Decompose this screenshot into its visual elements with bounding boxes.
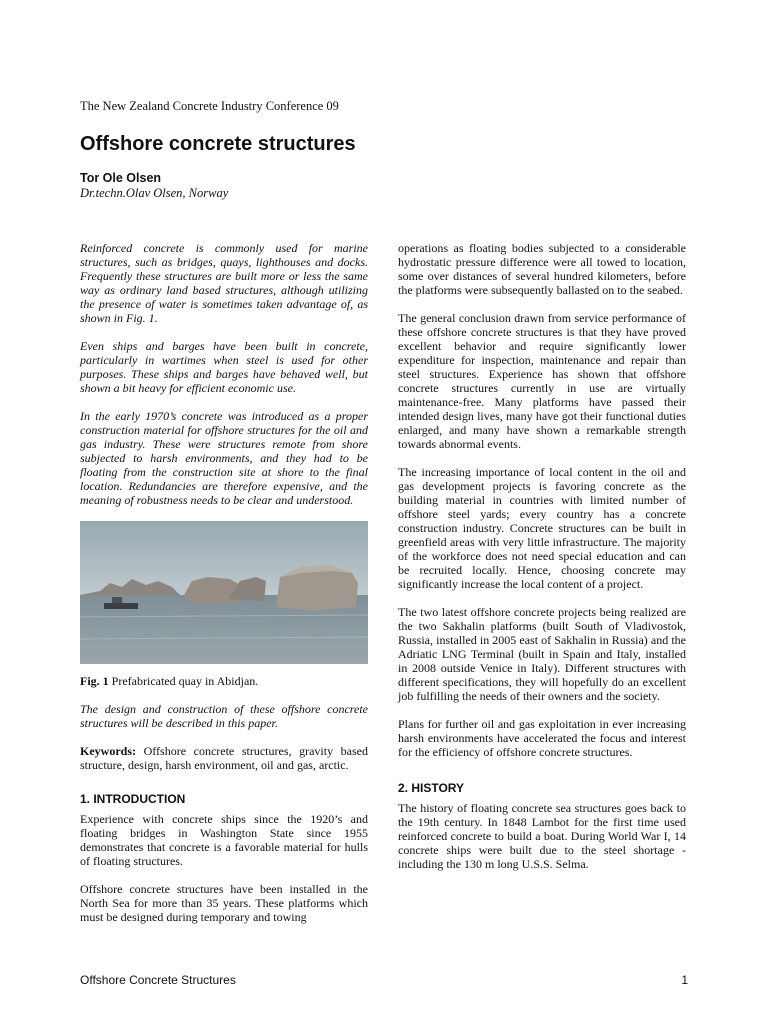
body-paragraph: The two latest offshore concrete projects being realized are the two Sakhalin platforms (built South of Vladivostok, Russia, installed in 2005 east of Sakhalin in Russia) and the Adriatic LNG Terminal (built in Spain and Italy, installed in 2008 outside Venice in Italy). Different structures with different specifications, they will hopefully do an excellent job fulfilling the needs of their owners and the society. (398, 605, 686, 703)
figure-caption-text: Prefabricated quay in Abidjan. (108, 674, 259, 688)
introduction-paragraph: Experience with concrete ships since the 1920’s and floating bridges in Washington State since 1955 demonstrates that concrete is a favorable material for hulls of floating structures. (80, 812, 368, 868)
body-paragraph: The general conclusion drawn from service performance of these offshore concrete structures is that they have proved excellent behavior and require significantly lower expenditure for inspection, maintenance and repair than steel structures. Experience has shown that offshore concrete structures currently in use are virtually maintenance-free. Many platforms have passed their intended design lives, many have got their functional duties enlarged, and many have shown a remarkable strength towards abnormal events. (398, 311, 686, 451)
author-name: Tor Ole Olsen (80, 171, 162, 185)
abstract-paragraph: In the early 1970’s concrete was introduced as a proper construction material for offshore structures for the oil and gas industry. These were structures remote from shore subjected to harsh environments, and they had to be floating from the construction site at shore to the final location. Redundancies are therefore expensive, and the meaning of robustness needs to be clear and understood. (80, 409, 368, 507)
left-column (80, 241, 368, 938)
right-column (398, 241, 686, 885)
figure-1-photo (80, 521, 368, 664)
body-paragraph: operations as floating bodies subjected to a considerable hydrostatic pressure difference were all towed to location, some over distances of several hundred kilometers, before the platforms were subsequently ballasted on to the seabed. (398, 241, 686, 297)
history-heading: 2. HISTORY (398, 781, 465, 795)
author-affiliation: Dr.techn.Olav Olsen, Norway (80, 186, 229, 200)
abstract-paragraph: Reinforced concrete is commonly used for marine structures, such as bridges, quays, lighthouses and docks. Frequently these structures are built more or less the same way as ordinary land based structures, although utilizing the presence of water is sometimes taken advantage of, as shown in Fig. 1. (80, 241, 368, 325)
history-paragraph: The history of floating concrete sea structures goes back to the 19th century. In 1848 Lambot for the first time used reinforced concrete to build a boat. During World War I, 14 concrete ships were built due to the steel shortage - including the 130 m long U.S.S. Selma. (398, 801, 686, 871)
body-paragraph: The increasing importance of local content in the oil and gas development projects is favoring concrete as the building material in countries with limited number of offshore steel yards; every country has a concrete construction industry. Concrete structures can be built in greenfield areas with very little infrastructure. The majority of the workforce does not need special education and can be recruited locally. Hence, choosing concrete may significantly increase the local content of a project. (398, 465, 686, 591)
page-number: 1 (681, 973, 688, 987)
keywords-label: Keywords: (80, 744, 136, 758)
design-note: The design and construction of these offshore concrete structures will be described in this paper. (80, 702, 368, 730)
keywords-text: Offshore concrete structures, gravity based structure, design, harsh environment, oil and gas, arctic. (80, 744, 368, 772)
introduction-paragraph: Offshore concrete structures have been installed in the North Sea for more than 35 years. These platforms which must be designed during temporary and towing (80, 882, 368, 924)
introduction-heading: 1. INTRODUCTION (80, 792, 186, 806)
paper-title: Offshore concrete structures (80, 133, 356, 155)
figure-label: Fig. 1 (80, 674, 109, 688)
figure-1-caption (80, 674, 368, 688)
conference-name: The New Zealand Concrete Industry Conference 09 (80, 99, 339, 113)
body-paragraph: Plans for further oil and gas exploitation in ever increasing harsh environments have accelerated the focus and interest for the efficiency of offshore concrete structures. (398, 717, 686, 759)
abstract-paragraph: Even ships and barges have been built in concrete, particularly in wartimes when steel is used for other purposes. These ships and barges have behaved well, but shown a bit heavy for efficient economic use. (80, 339, 368, 395)
keywords (80, 744, 368, 772)
footer-title: Offshore Concrete Structures (80, 973, 236, 987)
